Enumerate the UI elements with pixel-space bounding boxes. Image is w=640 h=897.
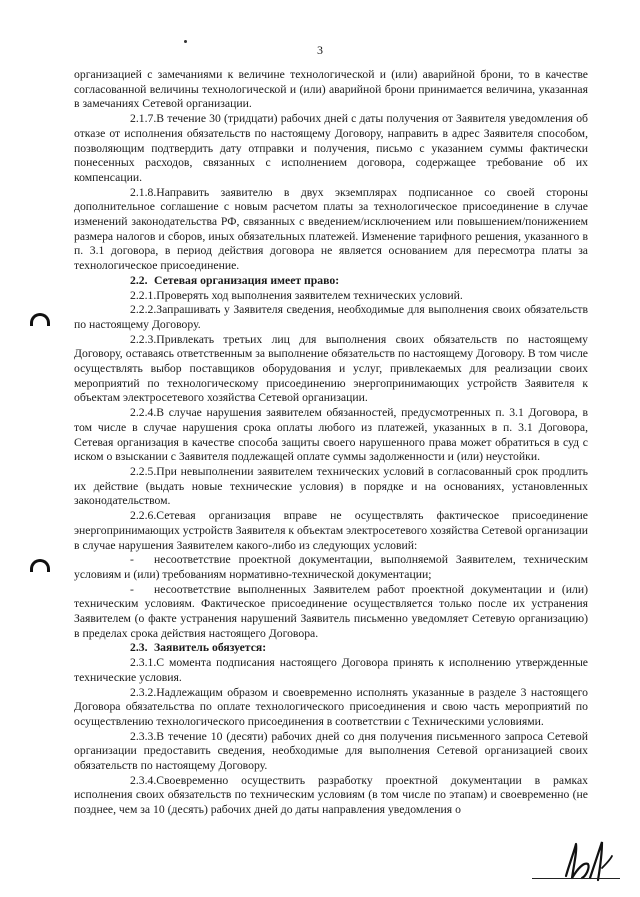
clause-text: Надлежащим образом и своевременно исполнять указанные в разделе 3 настоящего Договора обязательства по оплате технологического присоединения и свою часть мероприятий по осуществлению технологического присоединения в соответствии с Техническими условиями. xyxy=(74,685,588,728)
clause-number: 2.2.5. xyxy=(130,464,157,478)
clause-text: В течение 30 (тридцати) рабочих дней с даты получения от Заявителя уведомления об отказе от исполнения обязательств по настоящему Договору, направить в адрес Заявителя способом, позволяющим подтвердить дату отправки и получения, письмо с указанием суммы фактически понесенных расходов, связанных с исполнением договора, содержащее требование об их компенсации. xyxy=(74,112,588,184)
clause-2-2-3 xyxy=(74,333,588,407)
clause-2-2-4 xyxy=(74,406,588,465)
contract-text xyxy=(74,68,588,818)
clause-text: При невыполнении заявителем технических условий в согласованный срок продлить их действие (выдать новые технические условия) в порядке и на основаниях, установленных законодательством. xyxy=(74,464,588,508)
section-title: Сетевая организация имеет право: xyxy=(154,273,340,287)
section-header-2-3 xyxy=(74,641,588,656)
paragraph-continuation xyxy=(74,68,588,112)
list-item-text: несоответствие проектной документации, выполняемой Заявителем, техническим условиям и (или) требованиям нормативно-технической документации; xyxy=(74,553,588,581)
clause-text: Привлекать третьих лиц для выполнения своих обязательств по настоящему Договору, оставаясь ответственным за выполнение обязательств по настоящему Договору. В том числе осуществлять выбор поставщиков оборудования и услуг, привлекаемых для реализации своих мероприятий по технологическому присоединению энергопринимающих устройств Заявителя к объектам электросетевого хозяйства Сетевой организации. xyxy=(74,332,588,405)
list-item xyxy=(74,583,588,642)
list-bullet: - xyxy=(130,553,134,567)
paragraph-text: организацией с замечаниями к величине технологической и (или) аварийной брони, то в качестве согласованной величины технологической и (или) аварийной брони принимается величина, указанная в замечаниях Сетевой организации. xyxy=(74,68,588,111)
clause-number: 2.1.8. xyxy=(130,185,157,199)
clause-2-2-5 xyxy=(74,465,588,509)
section-number: 2.2. xyxy=(130,273,148,287)
clause-number: 2.2.2. xyxy=(130,303,157,317)
clause-number: 2.3.1. xyxy=(130,656,157,670)
stray-mark xyxy=(184,40,187,43)
clause-number: 2.3.4. xyxy=(130,773,157,787)
section-title: Заявитель обязуется: xyxy=(154,641,267,655)
punch-hole-mark xyxy=(30,313,50,326)
clause-2-2-2 xyxy=(74,303,588,332)
section-number: 2.3. xyxy=(130,641,148,655)
list-bullet: - xyxy=(130,582,134,596)
clause-text: С момента подписания настоящего Договора принять к исполнению утвержденные технические условия. xyxy=(74,656,588,684)
clause-number: 2.2.3. xyxy=(130,332,157,346)
section-header-2-2 xyxy=(74,274,588,289)
clause-2-2-1 xyxy=(74,289,588,304)
clause-text: Своевременно осуществить разработку проектной документации в рамках исполнения своих обязательств по техническим условиям (в том числе по этапам) и своевременно (не позднее, чем за 10 (десять) рабочих дней до даты направления уведомления о xyxy=(74,773,588,817)
signature-line xyxy=(532,878,620,879)
clause-number: 2.2.6. xyxy=(130,509,157,523)
clause-2-1-8 xyxy=(74,186,588,274)
clause-2-2-6 xyxy=(74,509,588,553)
page-number: 3 xyxy=(317,43,323,57)
clause-text: В течение 10 (десяти) рабочих дней со дня получения письменного запроса Сетевой организации предоставить сведения, необходимые для выполнения Сетевой организацией своих обязательств по настоящему Договору. xyxy=(74,729,588,773)
clause-2-3-2 xyxy=(74,686,588,730)
clause-number: 2.3.3. xyxy=(130,729,157,743)
clause-2-3-4 xyxy=(74,774,588,818)
clause-2-3-1 xyxy=(74,656,588,685)
clause-text: Направить заявителю в двух экземплярах подписанное со своей стороны дополнительное соглашение с новым расчетом платы за технологическое присоединение в случае изменений законодательства РФ, связанных с введением/исключением или повышением/понижением размера налогов и сборов, иных обязательных платежей. Изменение тарифного решения, указанного в п. 3.1 договора, в период действия договора не является основанием для пересмотра платы за технологическое присоединение. xyxy=(74,185,588,273)
punch-hole-mark xyxy=(30,559,50,572)
clause-number: 2.2.4. xyxy=(130,406,157,420)
clause-text: Сетевая организация вправе не осуществлять фактическое присоединение энергопринимающих устройств Заявителя к объектам электросетевого хозяйства Сетевой организации в случае нарушения Заявителем какого-либо из следующих условий: xyxy=(74,509,588,552)
clause-text: В случае нарушения заявителем обязанностей, предусмотренных п. 3.1 Договора, в том числе в случае нарушения срока оплаты любого из платежей, указанных в п. 3.1 Договора, Сетевая организация в качестве способа защиты своего нарушенного права может обратиться в суд с иском о взыскании с Заявителя подлежащей оплате суммы задолженности и (или) неустойки. xyxy=(74,406,588,464)
clause-text: Проверять ход выполнения заявителем технических условий. xyxy=(156,288,463,302)
clause-number: 2.2.1. xyxy=(130,288,157,302)
clause-number: 2.1.7. xyxy=(130,112,157,126)
clause-2-3-3 xyxy=(74,730,588,774)
list-item xyxy=(74,553,588,582)
clause-number: 2.3.2. xyxy=(130,685,157,699)
clause-text: Запрашивать у Заявителя сведения, необходимые для выполнения своих обязательств по настоящему Договору. xyxy=(74,303,588,331)
clause-2-1-7 xyxy=(74,112,588,186)
list-item-text: несоответствие выполненных Заявителем работ проектной документации и (или) техническим условиям. Фактическое присоединение осуществляется только после их устранения Заявителем (о факте устранения нарушений Заявитель письменно уведомляет Сетевую организацию) в пределах срока действия настоящего Договора. xyxy=(74,582,588,640)
